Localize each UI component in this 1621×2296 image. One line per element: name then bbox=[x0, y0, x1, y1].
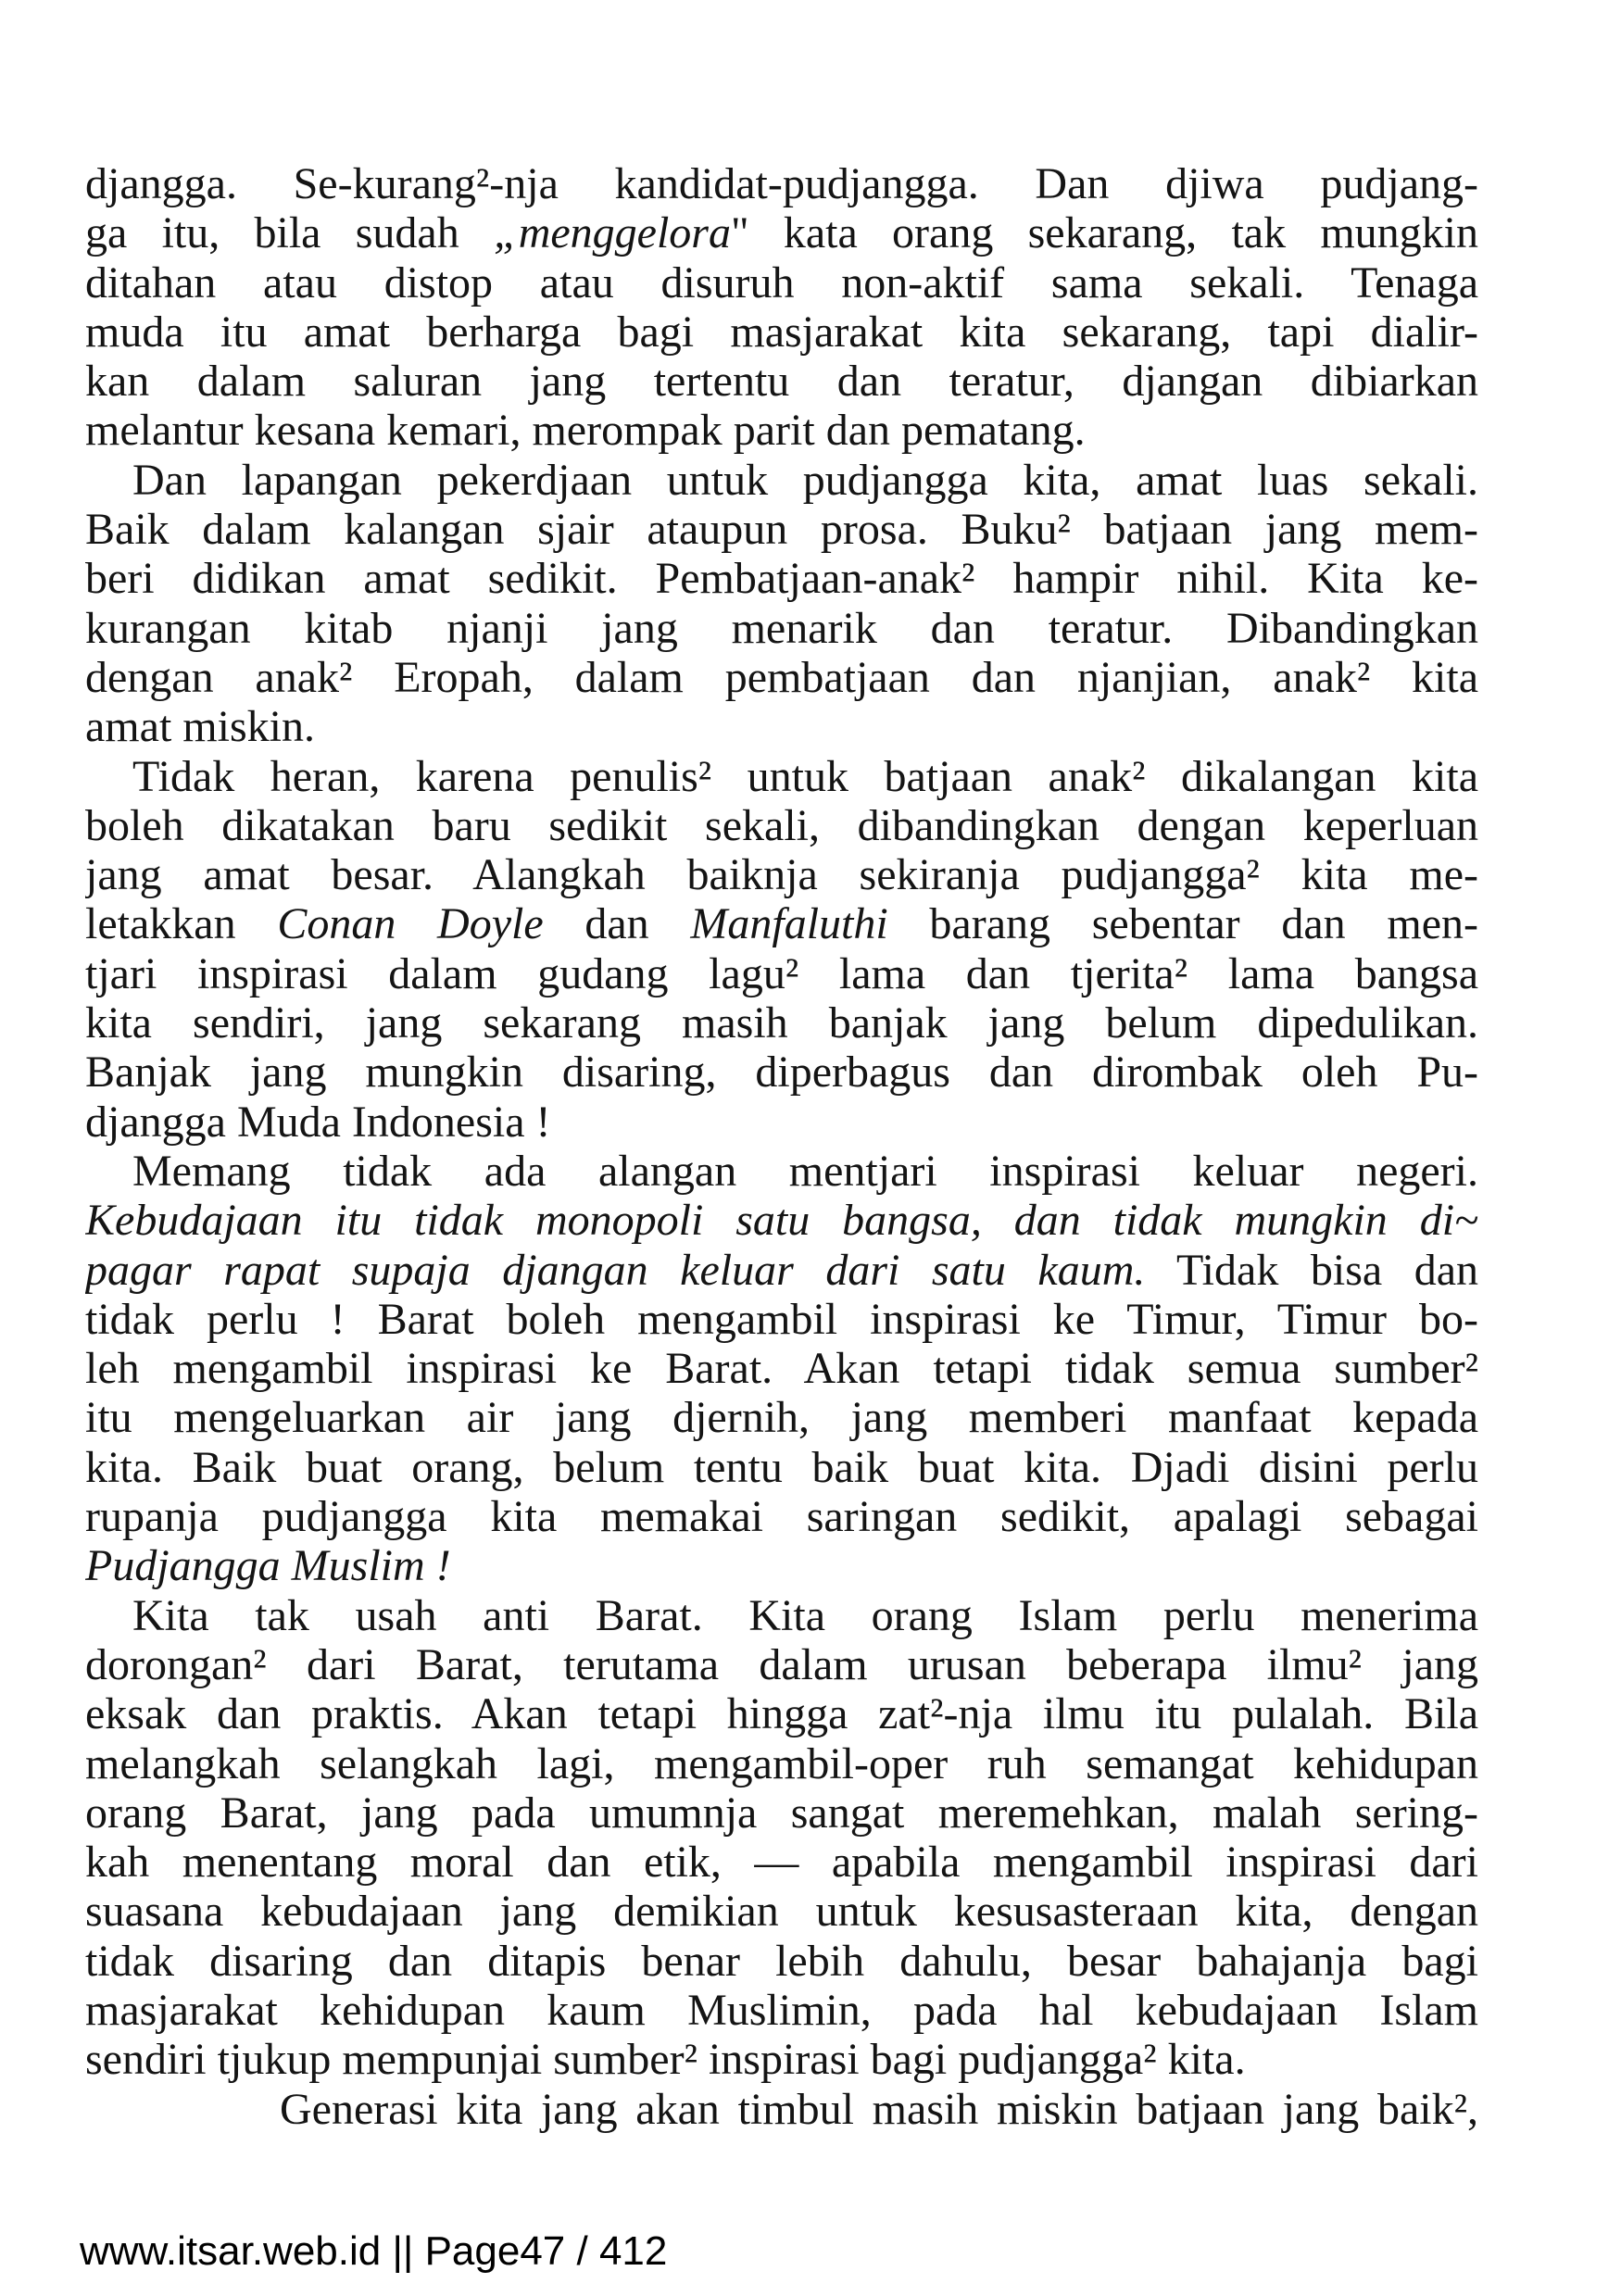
footer-site-url: www.itsar.web.id bbox=[80, 2228, 382, 2274]
text-line bbox=[85, 1986, 1478, 2035]
text-run: ga itu, bila sudah bbox=[85, 208, 494, 258]
text-run: dan bbox=[543, 899, 691, 949]
text-run: muda itu amat berharga bagi masjarakat kita sekarang, tapi dialir- bbox=[85, 307, 1478, 357]
text-line bbox=[85, 1689, 1478, 1738]
text-line bbox=[85, 850, 1478, 899]
text-run: jang amat besar. Alangkah baiknja sekiranja pudjangga² kita me- bbox=[85, 850, 1478, 900]
text-line bbox=[85, 1788, 1478, 1838]
text-run: eksak dan praktis. Akan tetapi hingga zat²-nja ilmu itu pulalah. Bila bbox=[85, 1689, 1478, 1739]
text-run: barang sebentar dan men- bbox=[887, 899, 1478, 949]
text-line bbox=[85, 1739, 1478, 1788]
italic-text: Manfaluthi bbox=[690, 899, 888, 949]
text-run: Tidak bisa dan bbox=[1145, 1245, 1478, 1295]
text-run: sendiri tjukup mempunjai sumber² inspirasi bagi pudjangga² kita. bbox=[85, 2035, 1246, 2085]
text-run: melantur kesana kemari, merompak parit dan pematang. bbox=[85, 406, 1086, 456]
text-run: melangkah selangkah lagi, mengambil-oper ruh semangat kehidupan bbox=[85, 1738, 1478, 1788]
text-run: tjari inspirasi dalam gudang lagu² lama dan tjerita² lama bangsa bbox=[85, 948, 1478, 998]
paragraph bbox=[85, 2085, 1478, 2134]
italic-text: Pudjangga Muslim ! bbox=[85, 1541, 451, 1591]
text-run: leh mengambil inspirasi ke Barat. Akan tetapi tidak semua sumber² bbox=[85, 1344, 1478, 1394]
text-line bbox=[85, 1295, 1478, 1344]
text-run: " kata orang sekarang, tak mungkin bbox=[730, 208, 1478, 258]
text-line bbox=[85, 1196, 1478, 1245]
text-line bbox=[85, 1591, 1478, 1640]
text-run: Banjak jang mungkin disaring, diperbagus dan dirombak oleh Pu- bbox=[85, 1048, 1478, 1098]
text-run: djangga. Se-kurang²-nja kandidat-pudjangga. Dan djiwa pudjang- bbox=[85, 159, 1478, 208]
text-run: suasana kebudajaan jang demikian untuk kesusasteraan kita, dengan bbox=[85, 1887, 1478, 1937]
text-line bbox=[85, 505, 1478, 554]
text-line bbox=[85, 456, 1478, 505]
text-run: beri didikan amat sedikit. Pembatjaan-anak² hampir nihil. Kita ke- bbox=[85, 554, 1478, 604]
text-line bbox=[85, 159, 1478, 208]
text-run: Dan lapangan pekerdjaan untuk pudjangga kita, amat luas sekali. bbox=[132, 455, 1478, 505]
text-run: masjarakat kehidupan kaum Muslimin, pada hal kebudajaan Islam bbox=[85, 1985, 1478, 2035]
text-line bbox=[85, 208, 1478, 257]
paragraph bbox=[85, 1147, 1478, 1591]
text-run: Kita tak usah anti Barat. Kita orang Islam perlu menerima bbox=[132, 1590, 1478, 1640]
text-line bbox=[85, 1887, 1478, 1936]
text-run: Tidak heran, karena penulis² untuk batjaan anak² dikalangan kita bbox=[132, 751, 1478, 801]
text-line bbox=[85, 1147, 1478, 1196]
text-line bbox=[85, 406, 1478, 455]
text-line bbox=[85, 1393, 1478, 1442]
footer-separator: || bbox=[392, 2228, 414, 2274]
text-line bbox=[85, 702, 1478, 751]
text-line bbox=[85, 949, 1478, 998]
text-line bbox=[85, 1443, 1478, 1492]
text-line bbox=[85, 1098, 1478, 1147]
text-run: dengan anak² Eropah, dalam pembatjaan dan njanjian, anak² kita bbox=[85, 652, 1478, 702]
text-line bbox=[85, 1541, 1478, 1590]
text-run: kita. Baik buat orang, belum tentu baik buat kita. Djadi disini perlu bbox=[85, 1442, 1478, 1492]
text-line bbox=[85, 1838, 1478, 1887]
page-footer bbox=[80, 2227, 667, 2276]
text-line bbox=[85, 1246, 1478, 1295]
text-line bbox=[85, 307, 1478, 357]
paragraph bbox=[85, 1591, 1478, 2085]
text-body bbox=[85, 159, 1478, 2134]
text-line bbox=[85, 752, 1478, 801]
text-run: kurangan kitab njanji jang menarik dan teratur. Dibandingkan bbox=[85, 603, 1478, 653]
text-run: tidak perlu ! Barat boleh mengambil inspirasi ke Timur, Timur bo- bbox=[85, 1294, 1478, 1344]
text-run: kita sendiri, jang sekarang masih banjak jang belum dipedulikan. bbox=[85, 998, 1478, 1048]
paragraph bbox=[85, 159, 1478, 456]
italic-text: pagar rapat supaja djangan keluar dari satu kaum. bbox=[85, 1245, 1146, 1295]
text-run: letakkan bbox=[85, 899, 278, 949]
italic-text: Kebudajaan itu tidak monopoli satu bangsa, dan tidak mungkin di~ bbox=[85, 1196, 1478, 1246]
text-run: itu mengeluarkan air jang djernih, jang memberi manfaat kepada bbox=[85, 1393, 1478, 1443]
text-run: Memang tidak ada alangan mentjari inspirasi keluar negeri. bbox=[132, 1146, 1478, 1196]
text-line bbox=[85, 2035, 1478, 2084]
text-run: tidak disaring dan ditapis benar lebih dahulu, besar bahajanja bagi bbox=[85, 1936, 1478, 1986]
footer-page-number: Page47 / 412 bbox=[424, 2228, 668, 2274]
text-run: boleh dikatakan baru sedikit sekali, dibandingkan dengan keperluan bbox=[85, 800, 1478, 850]
text-line bbox=[85, 357, 1478, 406]
paragraph bbox=[85, 752, 1478, 1147]
text-run: orang Barat, jang pada umumnja sangat meremehkan, malah sering- bbox=[85, 1788, 1478, 1838]
text-run: rupanja pudjangga kita memakai saringan sedikit, apalagi sebagai bbox=[85, 1492, 1478, 1542]
text-line bbox=[85, 2085, 1478, 2134]
text-line bbox=[85, 604, 1478, 653]
text-run: amat miskin. bbox=[85, 702, 315, 752]
text-run: dorongan² dari Barat, terutama dalam urusan beberapa ilmu² jang bbox=[85, 1639, 1478, 1689]
paragraph bbox=[85, 456, 1478, 752]
text-line bbox=[85, 998, 1478, 1048]
text-line bbox=[85, 1344, 1478, 1393]
text-line bbox=[85, 653, 1478, 702]
text-run: ditahan atau distop atau disuruh non-aktif sama sekali. Tenaga bbox=[85, 257, 1478, 307]
text-run: djangga Muda Indonesia ! bbox=[85, 1097, 551, 1147]
italic-text: „menggelora bbox=[494, 208, 731, 258]
text-run: kan dalam saluran jang tertentu dan teratur, djangan dibiarkan bbox=[85, 357, 1478, 407]
text-line bbox=[85, 1937, 1478, 1986]
text-line bbox=[85, 1492, 1478, 1541]
text-run: Baik dalam kalangan sjair ataupun prosa. Buku² batjaan jang mem- bbox=[85, 505, 1478, 555]
text-run: kah menentang moral dan etik, — apabila mengambil inspirasi dari bbox=[85, 1838, 1478, 1888]
text-line bbox=[85, 258, 1478, 307]
text-line bbox=[85, 1640, 1478, 1689]
text-run: Generasi kita jang akan timbul masih miskin batjaan jang baik², bbox=[280, 2084, 1478, 2134]
text-line bbox=[85, 899, 1478, 948]
text-line bbox=[85, 801, 1478, 850]
text-line bbox=[85, 554, 1478, 603]
text-line bbox=[85, 1048, 1478, 1097]
italic-text: Conan Doyle bbox=[277, 899, 544, 949]
